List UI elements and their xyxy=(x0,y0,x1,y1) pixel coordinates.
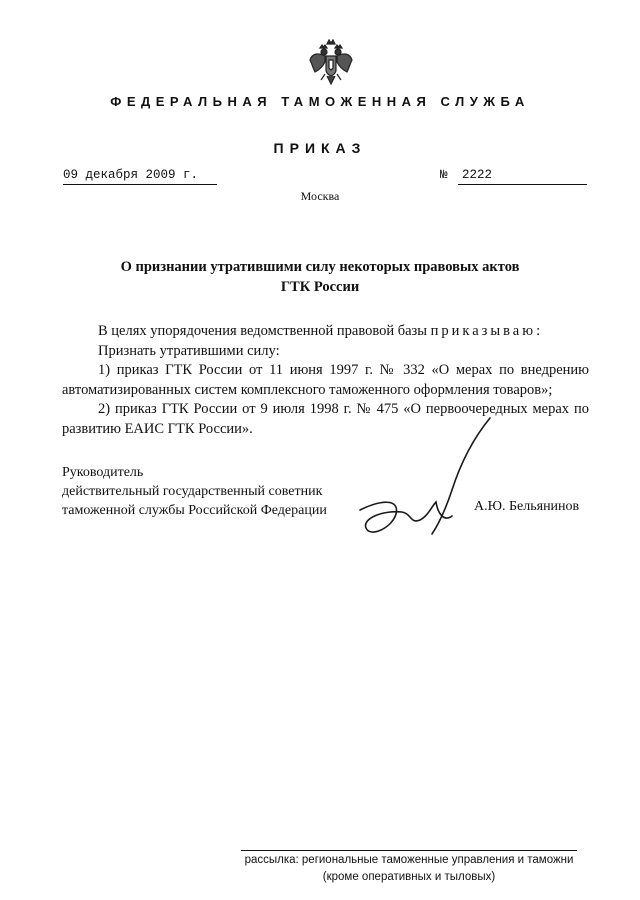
handwritten-signature xyxy=(340,410,500,560)
agency-name: ФЕДЕРАЛЬНАЯ ТАМОЖЕННАЯ СЛУЖБА xyxy=(110,94,530,109)
title-line-1: О признании утратившими силу некоторых правовых актов xyxy=(120,259,520,275)
order-date: 09 декабря 2009 г. xyxy=(63,168,217,185)
document-body xyxy=(62,322,589,439)
recognize-paragraph: Признать утратившими силу: xyxy=(98,342,280,359)
intro-text: В целях упорядочения ведомственной правовой базы xyxy=(98,323,428,339)
signer-rank-line-1: действительный государственный советник xyxy=(62,484,323,499)
item-1: 1) приказ ГТК России от 11 июня 1997 г. № 332 «О мерах по внедрению автоматизированных систем комплексного таможенного оформления товаров»; xyxy=(62,362,589,398)
intro-order-word: приказываю: xyxy=(430,323,544,339)
document-title xyxy=(90,257,550,297)
order-number-value: 2222 xyxy=(462,168,493,182)
signer-position: Руководитель xyxy=(62,465,144,480)
order-number-label: № xyxy=(440,168,448,182)
distribution-list xyxy=(241,850,577,886)
distribution-line-1: рассылка: региональные таможенные управления и таможни xyxy=(244,854,574,866)
signer-name: А.Ю. Бельянинов xyxy=(474,499,580,514)
document-type: ПРИКАЗ xyxy=(273,140,367,156)
distribution-line-2: (кроме оперативных и тыловых) xyxy=(322,871,496,883)
city: Москва xyxy=(300,189,340,203)
intro-paragraph xyxy=(62,322,589,342)
order-number xyxy=(458,168,587,185)
signer-block xyxy=(62,463,327,520)
signer-rank-line-2: таможенной службы Российской Федерации xyxy=(62,503,327,518)
title-line-2: ГТК России xyxy=(280,279,360,295)
state-emblem-icon xyxy=(303,36,359,90)
item-2: 2) приказ ГТК России от 9 июля 1998 г. № 475 «О первоочередных мерах по развитию ЕАИС ГТК России». xyxy=(62,401,589,437)
